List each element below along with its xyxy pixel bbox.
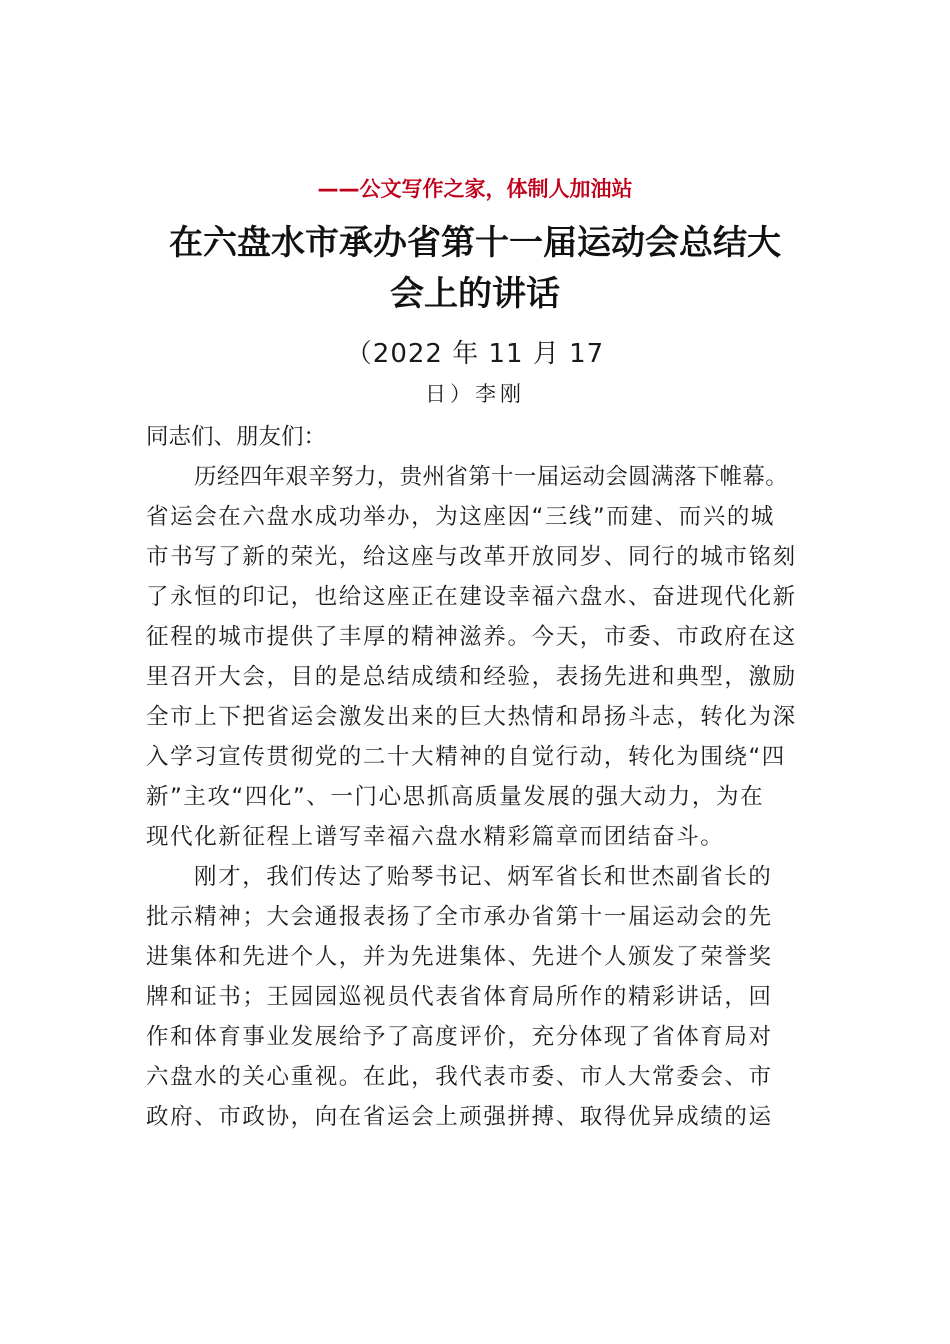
body-line: 现代化新征程上谱写幸福六盘水精彩篇章而团结奋斗。	[146, 824, 725, 850]
body-line: 征程的城市提供了丰厚的精神滋养。今天，市委、市政府在这	[146, 624, 797, 650]
body-line: 省运会在六盘水成功举办，为这座因“三线”而建、而兴的城	[146, 504, 776, 530]
body-line: 作和体育事业发展给予了高度评价，充分体现了省体育局对	[146, 1024, 773, 1050]
body-line: 六盘水的关心重视。在此，我代表市委、市人大常委会、市	[146, 1064, 773, 1090]
body-line: 里召开大会，目的是总结成绩和经验，表扬先进和典型，激励	[146, 664, 797, 690]
site-tagline: ——公文写作之家，体制人加油站	[317, 177, 633, 201]
body-line: 批示精神；大会通报表扬了全市承办省第十一届运动会的先	[146, 904, 773, 930]
body-line: 入学习宣传贯彻党的二十大精神的自觉行动，转化为围绕“四	[146, 744, 786, 770]
body-line: 历经四年艰辛努力，贵州省第十一届运动会圆满落下帷幕。	[194, 464, 789, 490]
document-title-line-2: 会上的讲话	[390, 274, 560, 314]
body-line: 了永恒的印记，也给这座正在建设幸福六盘水、奋进现代化新	[146, 584, 797, 610]
body-line: 刚才，我们传达了贻琴书记、炳军省长和世杰副省长的	[194, 864, 773, 890]
date-speaker-line: 日）李刚	[425, 382, 525, 406]
body-line: 市书写了新的荣光，给这座与改革开放同岁、同行的城市铭刻	[146, 544, 797, 570]
body-line: 政府、市政协，向在省运会上顽强拼搏、取得优异成绩的运	[146, 1104, 773, 1130]
date-line-1: （2022 年 11 月 17	[345, 339, 605, 369]
document-title-line-1: 在六盘水市承办省第十一届运动会总结大	[169, 223, 781, 263]
body-line: 进集体和先进个人，并为先进集体、先进个人颁发了荣誉奖	[146, 944, 773, 970]
salutation: 同志们、朋友们：	[146, 424, 327, 450]
body-line: 全市上下把省运会激发出来的巨大热情和昂扬斗志，转化为深	[146, 704, 797, 730]
body-line: 新”主攻“四化”、一门心思抓高质量发展的强大动力，为在	[146, 784, 765, 810]
body-line: 牌和证书；王园园巡视员代表省体育局所作的精彩讲话，回	[146, 984, 773, 1010]
